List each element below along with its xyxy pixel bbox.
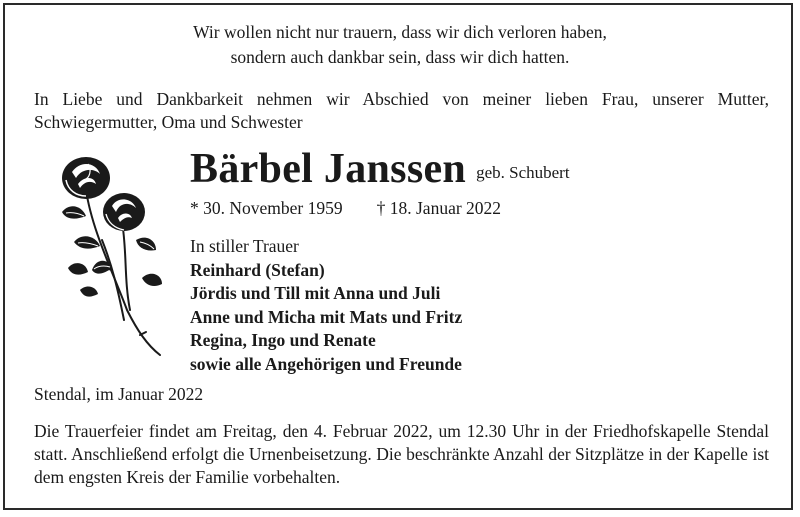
mourners-heading: In stiller Trauer	[190, 236, 299, 256]
rose-icon	[52, 150, 170, 360]
maiden-name: geb. Schubert	[476, 163, 570, 182]
life-dates	[190, 198, 501, 219]
place-date: Stendal, im Januar 2022	[34, 384, 204, 404]
mourners-block	[190, 235, 462, 377]
deceased-name-line	[190, 145, 570, 193]
motto-line-2: sondern auch dankbar sein, dass wir dich hatten.	[230, 47, 570, 67]
ceremony-text: Die Trauerfeier findet am Freitag, den 4. Februar 2022, um 12.30 Uhr in der Friedhofskapelle Stendal statt. Anschließend erfolgt die Urnenbeisetzung. Die beschränkte Anzahl der Sitzplätze in der Kapelle ist dem engsten Kreis der Familie vorbehalten.	[34, 421, 769, 487]
motto	[0, 20, 800, 70]
intro-text: In Liebe und Dankbarkeit nehmen wir Abschied von meiner lieben Frau, unserer Mutter, Schwiegermutter, Oma und Schwester	[34, 89, 769, 132]
motto-line-1: Wir wollen nicht nur trauern, dass wir dich verloren haben,	[193, 22, 607, 42]
mourner-line: sowie alle Angehörigen und Freunde	[190, 353, 462, 374]
mourner-line: Jördis und Till mit Anna und Juli	[190, 283, 441, 304]
mourner-line: Reinhard (Stefan)	[190, 259, 325, 280]
birth-date: * 30. November 1959	[190, 198, 343, 218]
mourner-line: Regina, Ingo und Renate	[190, 330, 376, 351]
mourner-line: Anne und Micha mit Mats und Fritz	[190, 306, 463, 327]
death-date: † 18. Januar 2022	[376, 198, 502, 218]
deceased-name: Bärbel Janssen	[190, 146, 467, 192]
